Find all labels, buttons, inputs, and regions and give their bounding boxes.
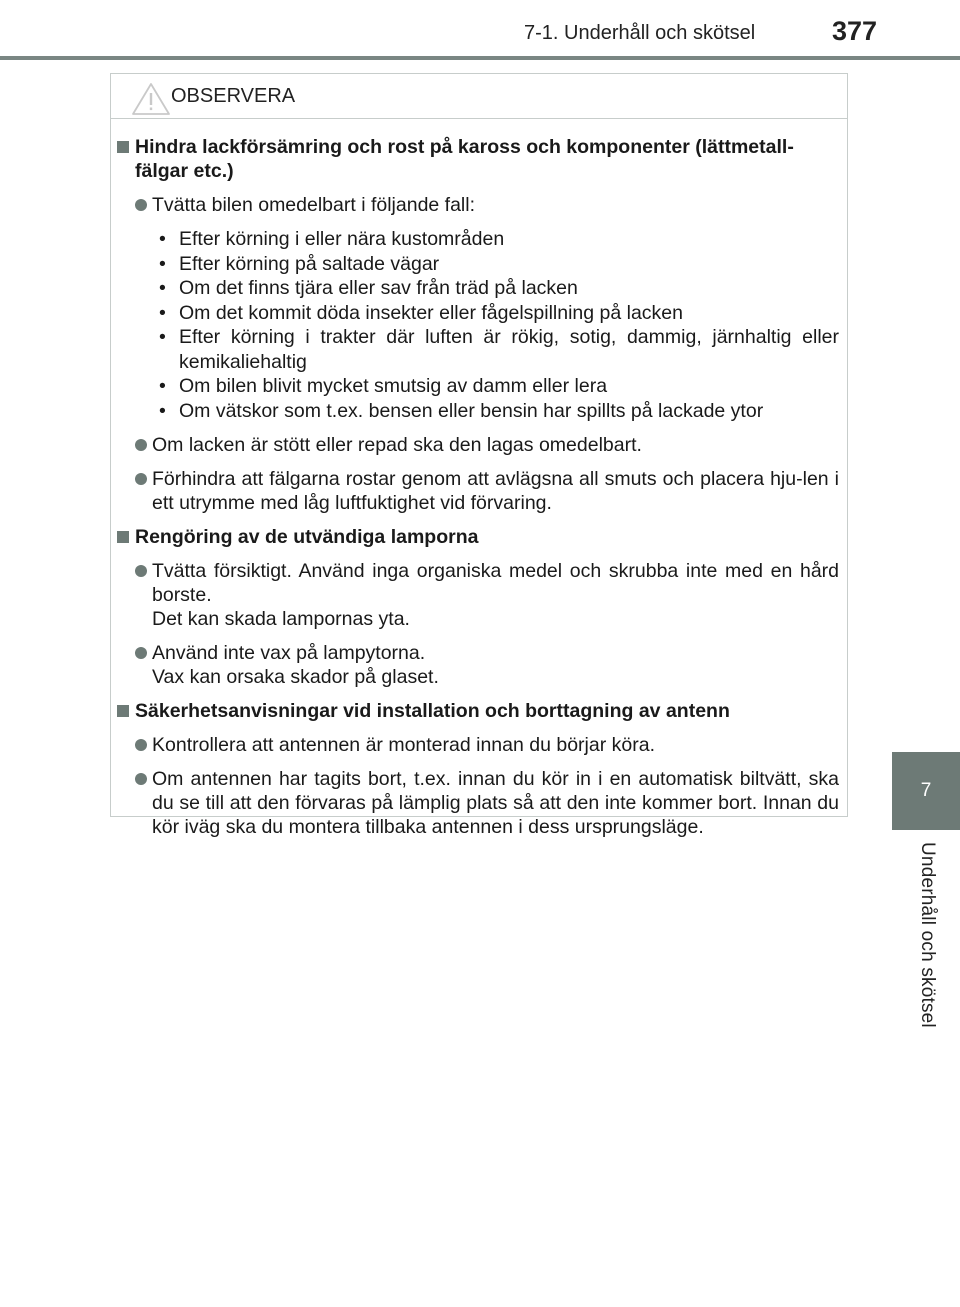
caution-body: [111, 119, 847, 839]
bullet-dot-icon: •: [159, 277, 166, 299]
sub-bullet-item: [159, 252, 839, 277]
list-item: [117, 733, 839, 757]
section-heading: [117, 699, 839, 723]
item-text: Förhindra att fälgarna rostar genom att avlägsna all smuts och placera hju-len i ett utrymme med låg luftfuktighet vid förvaring.: [152, 468, 839, 514]
header-section-title: 7-1. Underhåll och skötsel: [524, 22, 756, 44]
square-bullet-icon: [117, 141, 129, 153]
list-item: [117, 433, 839, 457]
chapter-tab: 7: [892, 752, 960, 830]
sub-bullet-item: [159, 301, 839, 326]
section-heading: [117, 525, 839, 549]
bullet-dot-icon: •: [159, 326, 166, 348]
caution-title: OBSERVERA: [171, 85, 296, 107]
square-bullet-icon: [117, 531, 129, 543]
bullet-dot-icon: •: [159, 301, 166, 324]
chapter-label: Underhåll och skötsel: [917, 842, 938, 1028]
list-item: [117, 193, 839, 217]
item-text-block: [152, 641, 839, 689]
sub-bullet-item: [159, 227, 839, 252]
item-text-block: [152, 559, 839, 631]
item-text: Om lacken är stött eller repad ska den lagas omedelbart.: [152, 434, 642, 456]
list-item: [117, 559, 839, 631]
circle-bullet-icon: [135, 739, 147, 751]
item-text: Om antennen har tagits bort, t.ex. innan du kör in i en automatisk biltvätt, ska du se till att den förvaras på lämplig plats så att den inte kommer bort. Innan du kör iväg ska du montera tillbaka antennen i dess ursprungsläge.: [152, 768, 839, 838]
item-text: Använd inte vax på lampytorna.: [152, 642, 426, 664]
section-heading-text: Hindra lackförsämring och rost på kaross och komponenter (lättmetall-fälgar etc.): [135, 136, 794, 182]
bullet-dot-icon: •: [159, 375, 166, 397]
sub-bullet-list: [117, 227, 839, 423]
item-text: Tvätta bilen omedelbart i följande fall:: [152, 194, 476, 216]
sub-bullet-item: [159, 325, 839, 374]
sub-bullet-text: Efter körning i eller nära kustområden: [179, 228, 505, 250]
sub-bullet-text: Om det kommit döda insekter eller fågelspillning på lacken: [179, 301, 684, 324]
list-item: [117, 767, 839, 839]
header-rule: [0, 56, 960, 60]
circle-bullet-icon: [135, 565, 147, 577]
list-item: [117, 641, 839, 689]
circle-bullet-icon: [135, 439, 147, 451]
bullet-dot-icon: •: [159, 252, 166, 275]
item-extra-text: Vax kan orsaka skador på glaset.: [152, 666, 439, 688]
item-text: Tvätta försiktigt. Använd inga organiska medel och skrubba inte med en hård borste.: [152, 560, 839, 606]
warning-triangle-icon: [131, 82, 171, 116]
square-bullet-icon: [117, 705, 129, 717]
circle-bullet-icon: [135, 473, 147, 485]
sub-bullet-text: Om det finns tjära eller sav från träd på lacken: [179, 277, 578, 299]
sub-bullet-text: Efter körning i trakter där luften är rökig, sotig, dammig, järnhaltig eller kemikaliehaltig: [179, 326, 839, 373]
caution-header: [111, 74, 847, 119]
item-text: Kontrollera att antennen är monterad innan du börjar köra.: [152, 734, 655, 756]
sub-bullet-item: [159, 399, 839, 424]
list-item: [117, 467, 839, 515]
circle-bullet-icon: [135, 773, 147, 785]
sub-bullet-item: [159, 276, 839, 301]
section-heading: [117, 135, 839, 183]
section-heading-text: Rengöring av de utvändiga lamporna: [135, 526, 479, 548]
caution-box: [110, 73, 848, 838]
sub-bullet-item: [159, 374, 839, 399]
section-heading-text: Säkerhetsanvisningar vid installation och borttagning av antenn: [135, 700, 730, 722]
bullet-dot-icon: •: [159, 228, 166, 250]
circle-bullet-icon: [135, 199, 147, 211]
item-extra-text: Det kan skada lampornas yta.: [152, 608, 410, 630]
sub-bullet-text: Efter körning på saltade vägar: [179, 252, 440, 275]
bullet-dot-icon: •: [159, 399, 166, 422]
circle-bullet-icon: [135, 647, 147, 659]
sub-bullet-text: Om vätskor som t.ex. bensen eller bensin har spillts på lackade ytor: [179, 399, 764, 422]
sub-bullet-text: Om bilen blivit mycket smutsig av damm eller lera: [179, 375, 608, 397]
page-number: 377: [832, 16, 878, 46]
